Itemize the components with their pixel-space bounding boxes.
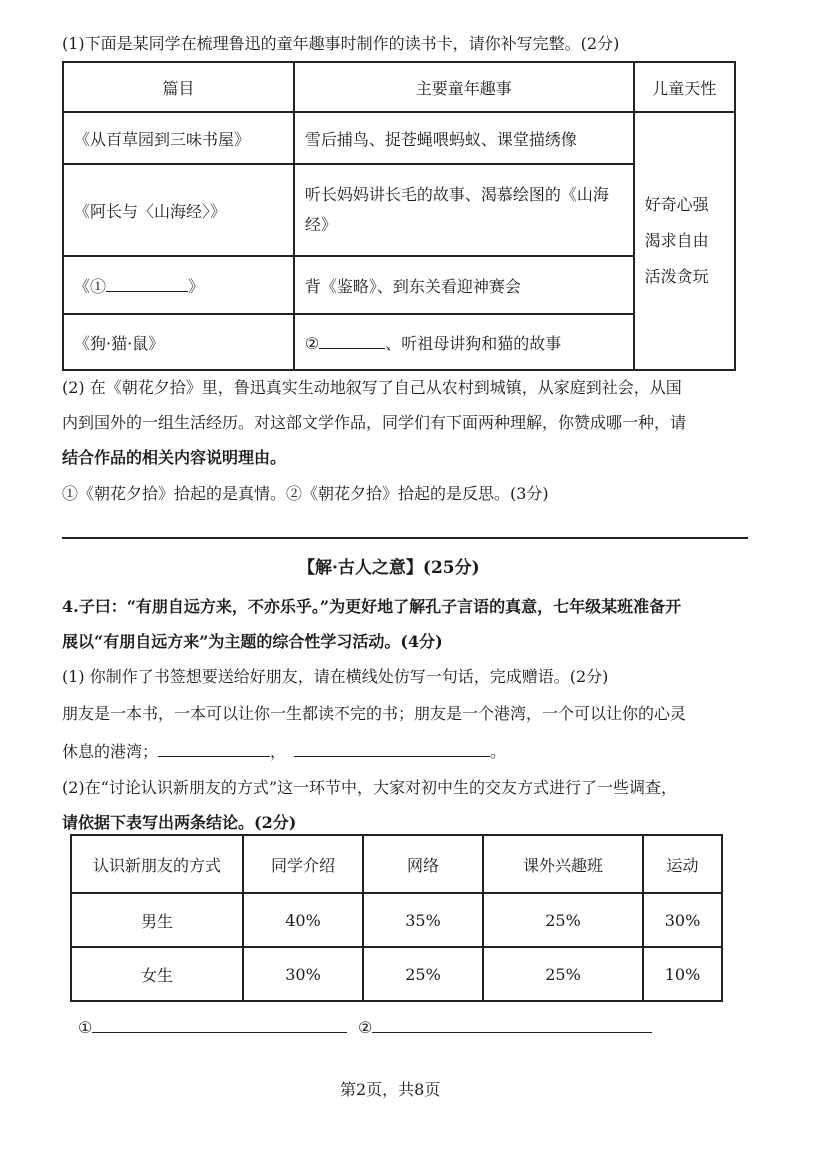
answer-line-2: [358, 1016, 652, 1039]
page-number: 第2页，共8页: [340, 1080, 441, 1099]
q3-part2-line2: 内到国外的一组生活经历。对这部文学作品，同学们有下面两种理解，你赞成哪一种，请: [62, 413, 687, 432]
answer-1-blank[interactable]: [92, 1016, 347, 1033]
survey-header-sports: 运动: [643, 835, 722, 893]
reading-card-table: [62, 61, 736, 371]
blank-3[interactable]: [158, 740, 270, 757]
survey-table: [70, 834, 723, 1002]
survey-header-classmate: 同学介绍: [243, 835, 363, 893]
section-heading: 【解·古人之意】(25分): [298, 558, 480, 578]
table-cell: 30%: [243, 947, 363, 1001]
row4-events-prefix: ②: [304, 333, 320, 353]
header-title: 篇目: [63, 62, 294, 112]
table-cell: 25%: [363, 947, 483, 1001]
row1-events: 雪后捕鸟、捉苍蝇喂蚂蚁、课堂描绣像: [294, 112, 634, 164]
header-events: 主要童年趣事: [294, 62, 634, 112]
section-divider: [62, 537, 748, 539]
row3-title-prefix: 《①: [74, 276, 107, 296]
table-cell: 35%: [363, 893, 483, 947]
blank-1[interactable]: [106, 275, 188, 292]
trait-3: 活泼贪玩: [644, 267, 709, 286]
q4-part2-line2: 请依据下表写出两条结论。(2分): [62, 813, 297, 832]
q3-part2-line4: ①《朝花夕拾》拾起的是真情。②《朝花夕拾》拾起的是反思。(3分): [62, 484, 549, 503]
row4-events-suffix: 、听祖母讲狗和猫的故事: [385, 333, 562, 353]
q4-stem-line2: 展以“有朋自远方来”为主题的综合性学习活动。(4分): [62, 632, 443, 651]
row4-events: [294, 314, 634, 370]
table-cell: 25%: [483, 947, 643, 1001]
q4-part1-line2-end: 。: [490, 742, 507, 761]
row3-events: 背《鉴略》、到东关看迎神赛会: [294, 256, 634, 314]
q4-part1-line1: 朋友是一本书，一本可以让你一生都读不完的书；朋友是一个港湾，一个可以让你的心灵: [62, 704, 687, 723]
q4-part1-line2-prefix: 休息的港湾；: [62, 742, 159, 761]
answer-1-label: ①: [78, 1018, 93, 1037]
answer-2-label: ②: [358, 1018, 373, 1037]
q4-part1-line2-mid: ，: [270, 742, 287, 761]
q3-part1-prompt: (1)下面是某同学在梳理鲁迅的童年趣事时制作的读书卡，请你补写完整。(2分): [62, 34, 620, 53]
row3-title: [63, 256, 294, 314]
row2-events: 听长妈妈讲长毛的故事、渴慕绘图的《山海经》: [294, 164, 634, 256]
q3-part2-line3: 结合作品的相关内容说明理由。: [62, 448, 287, 467]
table-cell: 女生: [71, 947, 243, 1001]
table-cell: 40%: [243, 893, 363, 947]
q4-part2-line1: (2)在“讨论认识新朋友的方式”这一环节中，大家对初中生的交友方式进行了一些调查，: [62, 778, 678, 797]
traits-cell: [634, 112, 735, 370]
table-cell: 30%: [643, 893, 722, 947]
trait-2: 渴求自由: [644, 231, 709, 250]
answer-line-1: [78, 1016, 347, 1039]
header-traits: 儿童天性: [634, 62, 735, 112]
row2-title: 《阿长与〈山海经〉》: [63, 164, 294, 256]
table-cell: 10%: [643, 947, 722, 1001]
row1-title: 《从百草园到三味书屋》: [63, 112, 294, 164]
q4-stem-line1: 4.子曰：“有朋自远方来，不亦乐乎。”为更好地了解孔子言语的真意，七年级某班准备开: [62, 597, 682, 616]
blank-2[interactable]: [319, 332, 385, 349]
row4-title: 《狗·猫·鼠》: [63, 314, 294, 370]
survey-header-internet: 网络: [363, 835, 483, 893]
blank-4[interactable]: [294, 740, 490, 757]
q4-part1-line2: [62, 740, 506, 763]
survey-header-class: 课外兴趣班: [483, 835, 643, 893]
trait-1: 好奇心强: [644, 195, 709, 214]
q3-part2-line1: (2) 在《朝花夕拾》里，鲁迅真实生动地叙写了自己从农村到城镇，从家庭到社会，从国: [62, 378, 682, 397]
survey-header-method: 认识新朋友的方式: [71, 835, 243, 893]
row3-title-suffix: 》: [188, 276, 205, 296]
table-cell: 25%: [483, 893, 643, 947]
answer-2-blank[interactable]: [372, 1016, 652, 1033]
q4-part1-prompt: (1) 你制作了书签想要送给好朋友，请在横线处仿写一句话，完成赠语。(2分): [62, 667, 609, 686]
table-cell: 男生: [71, 893, 243, 947]
